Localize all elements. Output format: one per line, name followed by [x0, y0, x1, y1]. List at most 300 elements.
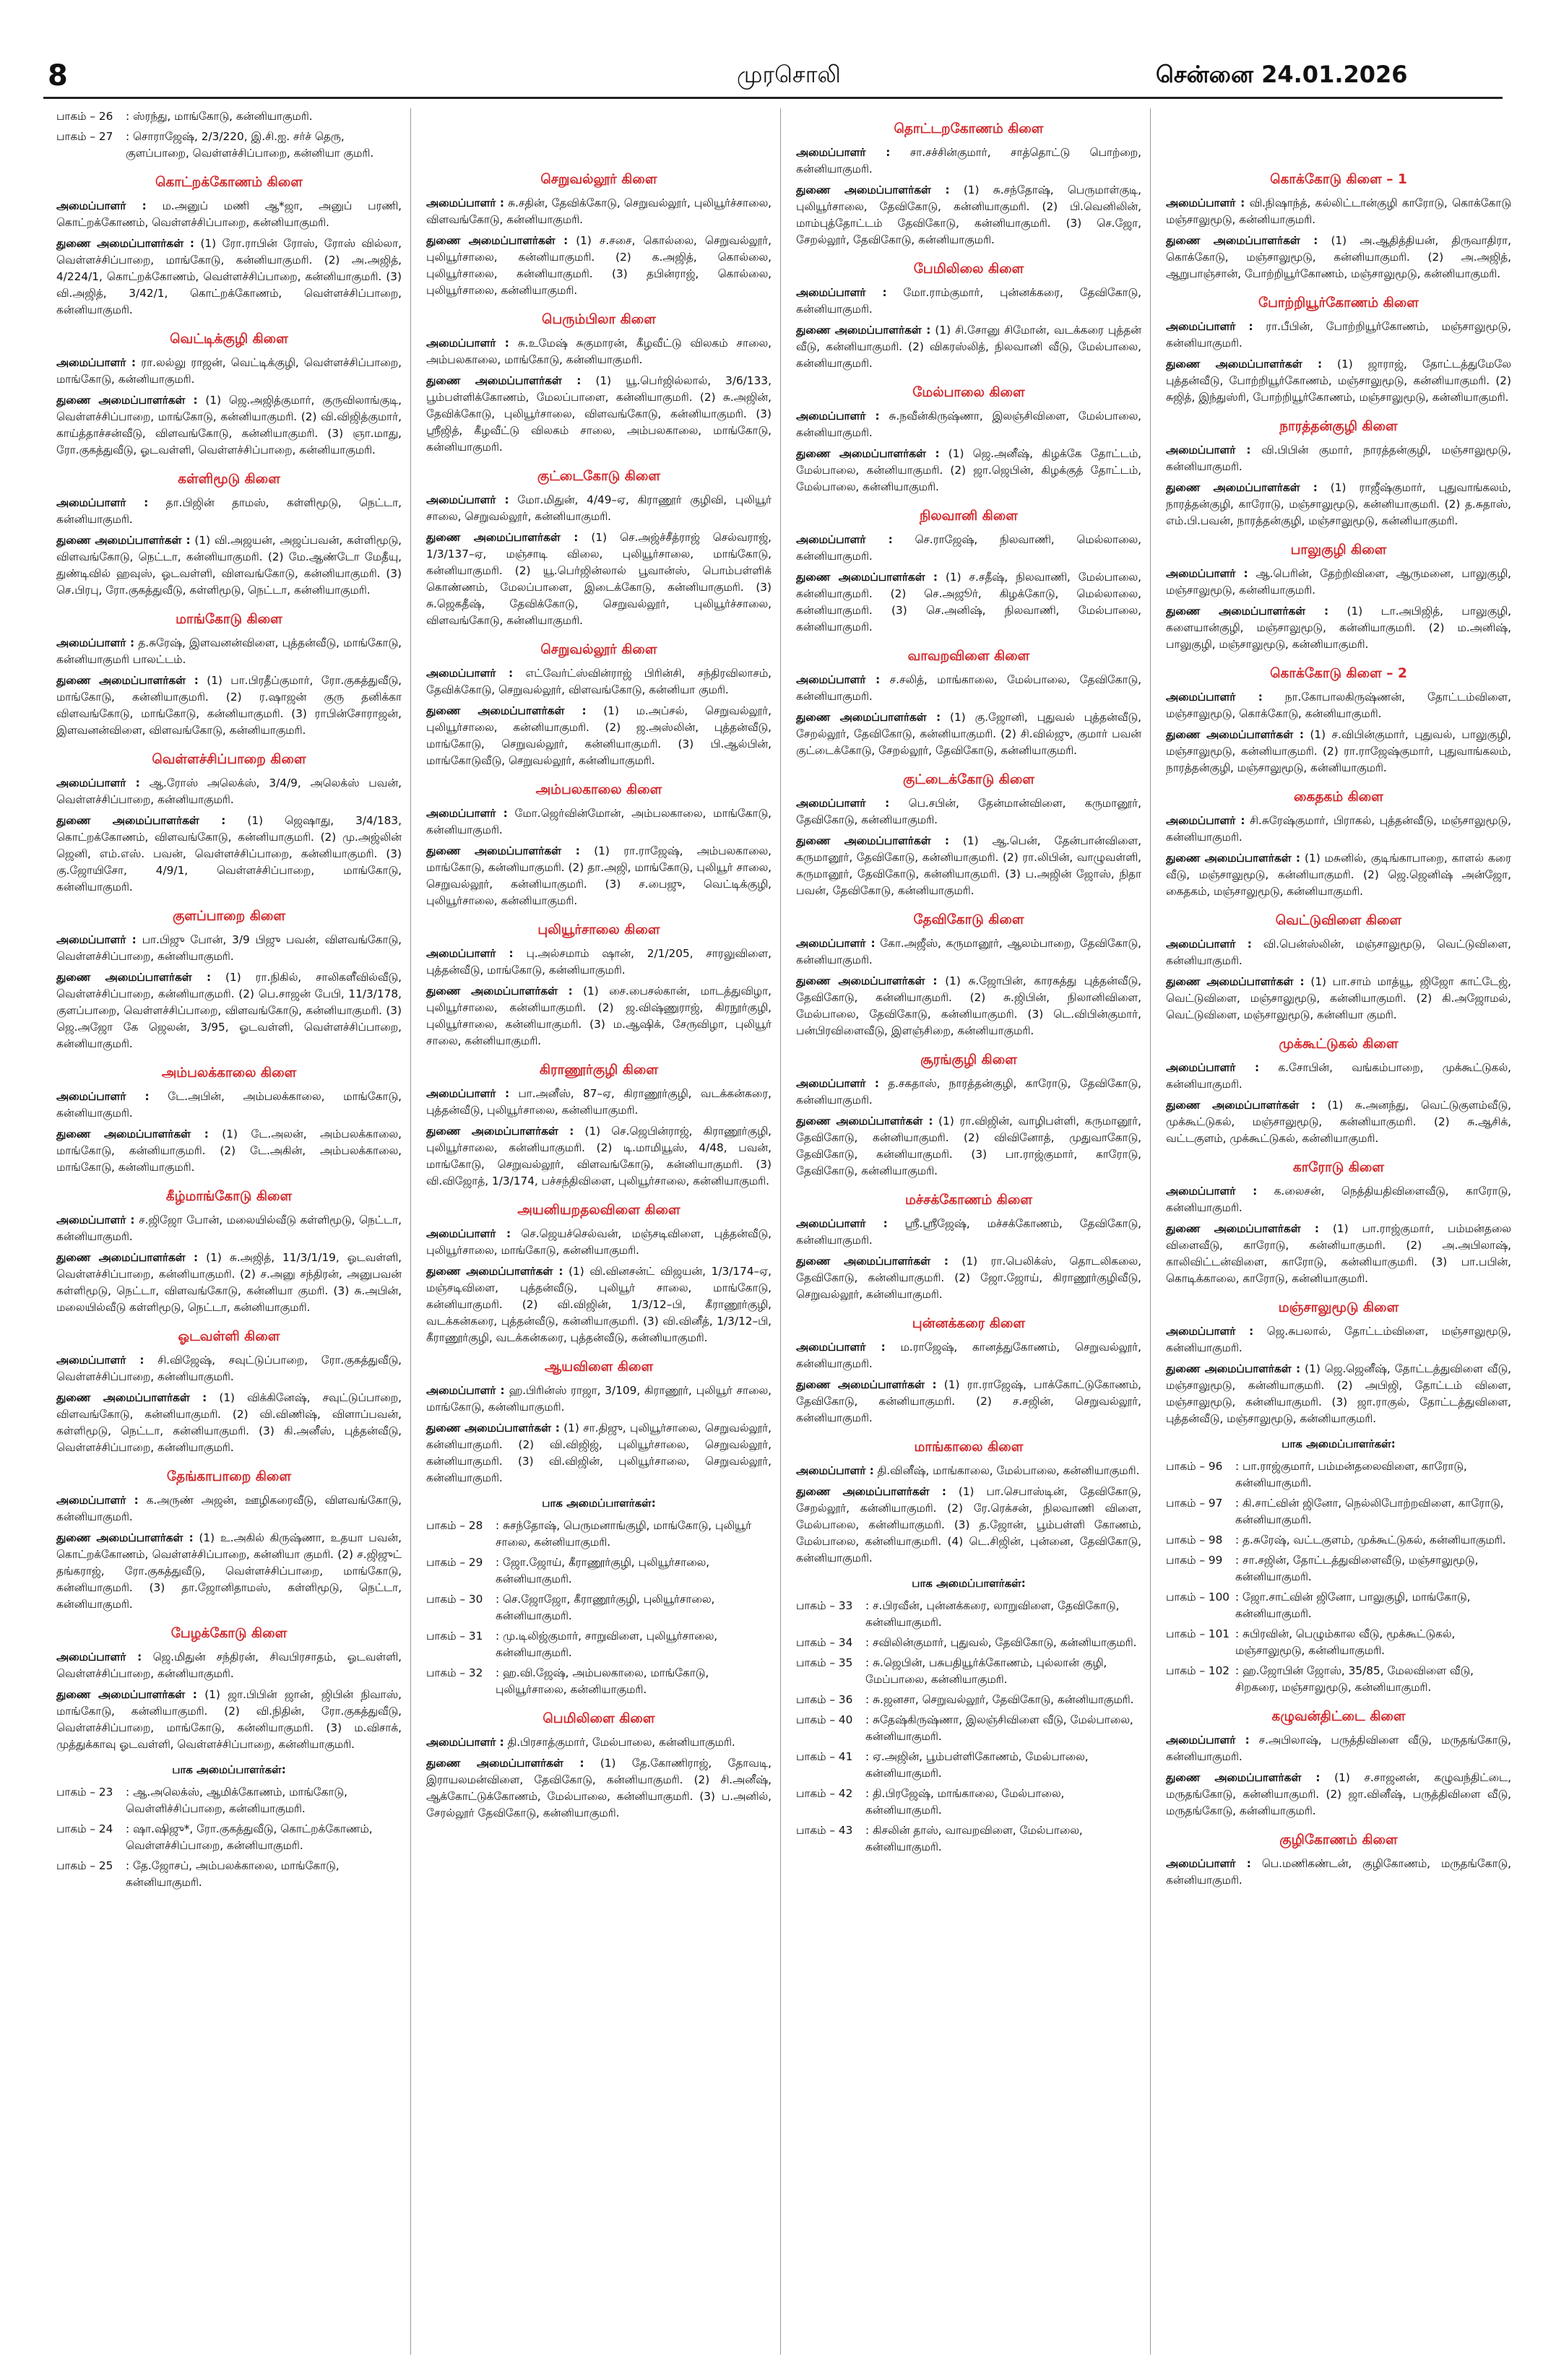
role-label: அமைப்பாளர் :	[56, 1650, 142, 1663]
member-entry	[56, 969, 402, 1052]
member-entry	[1166, 850, 1511, 900]
branch-section	[796, 1575, 1141, 1856]
member-entry	[796, 973, 1141, 1039]
booth-number: பாகம் – 30	[426, 1593, 483, 1606]
member-entry	[796, 1339, 1141, 1372]
booth-details: : ஸ்ரந்து, மாங்கோடு, கன்னியாகுமரி.	[126, 110, 313, 123]
member-entry	[1166, 356, 1511, 406]
booth-row	[796, 1712, 1141, 1745]
role-label: துணை அமைப்பாளர்கள் :	[56, 674, 199, 687]
subsection-title: பாக அமைப்பாளர்கள்:	[1281, 1437, 1396, 1450]
branch-title: பெரும்பிலா கிளை	[542, 312, 656, 327]
branch-title: செறுவல்லூர் கிளை	[540, 172, 657, 187]
role-label: துணை அமைப்பாளர்கள் :	[426, 1421, 560, 1435]
role-label: துணை அமைப்பாளர்கள் :	[1166, 728, 1305, 741]
branch-title: வெள்ளச்சிப்பாறை கிளை	[152, 752, 306, 767]
booth-number: பாகம் – 36	[796, 1693, 853, 1706]
member-details: ஆ.ரோஸ் அலெக்ஸ், 3/4/9, அலெக்ஸ் பவன், வெள்ளச்சிப்பாறை, கன்னியாகுமரி.	[56, 776, 402, 806]
member-details: (1) ஆ.பென், தேன்பான்விளை, கருமானூர், தேவிகோடு, கன்னியாகுமரி. (2) ரா.லிபின், வாழுவள்ளி, கருமானூர், தேவிகோடு, கன்னியாகுமரி. (3) ப.அஜின் ஜோஸ், நிதா பவன், தேவிகோடு, கன்னியாகுமரி.	[796, 834, 1141, 897]
subsection-title: பாக அமைப்பாளர்கள்:	[172, 1763, 286, 1776]
member-details: ஸ்ரீ.ஸ்ரீஜேஷ், மச்சக்கோணம், தேவிகோடு, கன்னியாகுமரி.	[796, 1217, 1141, 1247]
member-details: ம.அனுப் மணி ஆ*ஜா, அனுப் பரணி, கொட்றக்கோணம், வெள்ளச்சிப்பாறை, கன்னியாகுமரி.	[56, 199, 402, 229]
booth-number: பாகம் – 99	[1166, 1554, 1223, 1567]
column-spacer	[426, 108, 772, 159]
member-details: (1) சை.பைசல்கான், மாடத்துவிழா, புலியூர்சாலை, கன்னியாகுமரி. (2) ஜ.விஷ்ணுராஜ், கிரநூர்குழி, புலியூர்சாலை, கன்னியாகுமரி. (3) ம.ஆஷிக், சேருவிழா, புலியூர் சாலை, கன்னியாகுமரி.	[426, 985, 772, 1047]
branch-title: முக்கூட்டுகல் கிளை	[1279, 1037, 1399, 1052]
branch-section	[426, 641, 772, 769]
booth-details: : சா.சஜின், தோட்டத்துவிளைவீடு, மஞ்சாலுமூடு, கன்னியாகுமரி.	[1235, 1554, 1479, 1583]
member-details: (1) தே.கோணிராஜ், தோவடி, இராயலமன்விளை, தேவிகோடு, கன்னியாகுமரி. (2) சி.அனீஷ், ஆக்கோட்டுக்கோணம், மேல்பாலை, கன்னியாகுமரி. (3) ப.அனில், சேரல்லூர் தேவிகோடு, கன்னியாகுமரி.	[426, 1757, 772, 1819]
member-entry	[796, 1253, 1141, 1303]
member-entry	[796, 1216, 1141, 1249]
booth-number: பாகம் – 25	[56, 1859, 113, 1872]
member-entry	[796, 532, 1141, 565]
member-entry	[56, 1089, 402, 1122]
booth-row	[1166, 1626, 1511, 1659]
branch-section	[796, 1191, 1141, 1303]
booth-row	[426, 1628, 772, 1661]
booth-details: : கிசலின் தாஸ், வாவறவிளை, மேல்பாலை, கன்னியாகுமரி.	[865, 1824, 1083, 1853]
branch-section	[56, 1064, 402, 1176]
branch-title: புன்னக்கரை கிளை	[912, 1316, 1026, 1331]
role-label: அமைப்பாளர் :	[796, 937, 876, 950]
booth-row	[56, 1821, 402, 1854]
branch-section	[796, 1438, 1141, 1567]
branch-section	[796, 911, 1141, 1039]
member-details: (1) ஜெஷாது, 3/4/183, கொட்றக்கோணம், விளவங்கோடு, கன்னியாகுமரி. (2) மு.அஜ்லின் ஜெனி, எம்.எஸ். பவன், வெள்ளச்சிப்பாறை, கன்னியாகுமரி. (3) கு.ஜோயிசோ, 4/9/1, வெள்ளச்சிப்பாறை, மாங்கோடு, கன்னியாகுமரி.	[56, 814, 402, 893]
column-divider	[410, 108, 411, 2355]
role-label: அமைப்பாளர் :	[1166, 320, 1253, 333]
booth-details: : த.சுரேஷ், வட்டகுளம், முக்கூட்டுகல், கன்னியாகுமரி.	[1235, 1533, 1506, 1546]
member-details: (1) ச.சதீஷ், நிலவாணி, மேல்பாலை, கன்னியாகுமரி. (2) செ.அஜூர், கிழக்கோடு, மெல்லாலை, கன்னியாகுமரி. (3) செ.அனிஷ், நிலவாணி, மேல்பாலை, கன்னியாகுமரி.	[796, 571, 1141, 633]
member-entry	[1166, 195, 1511, 228]
member-entry	[56, 532, 402, 599]
role-label: துணை அமைப்பாளர்கள் :	[56, 971, 212, 984]
branch-section	[426, 1201, 772, 1346]
branch-section	[796, 771, 1141, 899]
branch-title: குளப்பாறை கிளை	[172, 909, 286, 924]
branch-section	[796, 507, 1141, 636]
branch-section	[426, 921, 772, 1050]
member-entry	[426, 373, 772, 456]
member-details: (1) யூ.பெர்ஜில்லால், 3/6/133, பூம்பள்ளிக்கோணம், மேலப்பாளை, கன்னியாகுமரி. (2) சு.அஜின், தேவிக்கோடு, புலியூர்சாலை, விளவங்கோடு, கன்னியாகுமரி. (3) ஸ்ரீஜித், கீழவீட்டு விலகம் சாலை, அம்பலகாலை, மாங்கோடு, கன்னியாகுமரி.	[426, 374, 772, 454]
member-details: (1) சு.சந்தோஷ், பெருமாள்குடி, புலியூர்சாலை, தேவிகோடு, கன்னியாகுமரி. (2) பி.வெனிலின், மாம்புத்தோட்டம் தேவிகோடு, கன்னியாகுமரி. (3) செ.ஜோ, சேறல்லூர், தேவிகோடு, கன்னியாகுமரி.	[796, 183, 1141, 246]
role-label: அமைப்பாளர் :	[796, 146, 891, 159]
booth-row	[56, 1784, 402, 1817]
member-details: தி.பிரசாத்குமார், மேல்பாலை, கன்னியாகுமரி.	[507, 1736, 735, 1749]
member-entry	[56, 1492, 402, 1526]
role-label: அமைப்பாளர் :	[796, 286, 887, 299]
booth-number: பாகம் – 26	[56, 110, 113, 123]
booth-number: பாகம் – 43	[796, 1824, 853, 1837]
role-label: துணை அமைப்பாளர்கள் :	[426, 844, 580, 857]
branch-title: பேழக்கோடு கிளை	[170, 1626, 288, 1641]
role-label: துணை அமைப்பாளர்கள் :	[56, 1251, 199, 1264]
role-label: துணை அமைப்பாளர்கள் :	[56, 534, 191, 547]
role-label: அமைப்பாளர் :	[1166, 1061, 1260, 1074]
branch-title: மேல்பாலை கிளை	[912, 385, 1025, 400]
booth-details: : சுசந்தோஷ், பெருமனாங்குழி, மாங்கோடு, புலியூர் சாலை, கன்னியாகுமரி.	[496, 1519, 752, 1549]
member-details: சு.உமேஷ் சுகுமாரன், கீழவீட்டு விலகம் சாலை, அம்பலகாலை, மாங்கோடு, கன்னியாகுமரி.	[426, 337, 772, 366]
booth-details: : சுதேஷ்கிருஷ்ணா, இலஞ்சிவிளை வீடு, மேல்பாலை, கன்னியாகுமரி.	[865, 1713, 1133, 1743]
booth-details: : ஹ.வி.ஜேஷ், அம்பலகாலை, மாங்கோடு, புலியூர்சாலை, கன்னியாகுமரி.	[496, 1666, 709, 1696]
member-entry	[796, 672, 1141, 705]
role-label: துணை அமைப்பாளர்கள் :	[426, 1265, 563, 1278]
booth-details: : சொராஜேஷ், 2/3/220, இ.சி.ஐ. சர்ச் தெரு, குளப்பாறை, வெள்ளச்சிப்பாறை, கன்னியா குமரி.	[126, 130, 374, 160]
role-label: அமைப்பாளர் :	[426, 1087, 510, 1100]
role-label: அமைப்பாளர் :	[1166, 938, 1252, 951]
member-details: ம.ராஜேஷ், கானத்துகோணம், செறுவல்லூர், கன்னியாகுமரி.	[796, 1341, 1141, 1370]
member-entry	[1166, 1856, 1511, 1889]
booth-row	[796, 1692, 1141, 1708]
booth-row	[426, 1554, 772, 1588]
member-details: (1) வி.வினசன்ட் விஜயன், 1/3/174–ஏ, மஞ்சடிவிளை, புத்தன்வீடு, புலியூர் சாலை, மாங்கோடு, கன்னியாகுமரி. (2) வி.விஜின், 1/3/12–பி, கீராணூர்குழி, வடக்கன்கரை, புத்தன்வீடு, கன்னியாகுமரி. (3) வி.வினீத், 1/3/12–பி, கீராணூர்குழி, வடக்கன்கரை, புத்தன்வீடு, கன்னியாகுமரி.	[426, 1265, 772, 1344]
branch-title: தேவிகோடு கிளை	[913, 912, 1024, 927]
branch-title: மச்சக்கோணம் கிளை	[904, 1193, 1033, 1208]
member-details: (1) ஜெ.அனீஷ், கிழக்கே தோட்டம், மேல்பாலை, கன்னியாகுமரி. (2) ஜா.ஜெபின், கிழக்குத் தோட்டம், மேல்பாலை, கன்னியாகுமரி.	[796, 447, 1141, 493]
booth-row	[796, 1635, 1141, 1651]
role-label: அமைப்பாளர் :	[56, 1213, 135, 1226]
member-details: டே.அபின், அம்பலக்காலை, மாங்கோடு, கன்னியாகுமரி.	[56, 1090, 402, 1120]
booth-number: பாகம் – 34	[796, 1636, 853, 1649]
branch-title: வெட்டுவிளை கிளை	[1275, 913, 1402, 928]
member-details: (1) ச.விபின்குமார், புதுவல், பாலுகுழி, மஞ்சாலுமூடு, கன்னியாகுமரி. (2) ரா.ராஜேஷ்குமார், புதுவாங்கலம், நாரத்தன்குழி, மஞ்சாலுமூடு, கன்னியாகுமரி.	[1166, 728, 1511, 774]
branch-section	[1166, 1159, 1511, 1287]
role-label: அமைப்பாளர் :	[1166, 691, 1263, 704]
branch-title: மாங்காலை கிளை	[914, 1440, 1024, 1455]
booth-number: பாகம் – 40	[796, 1713, 853, 1726]
role-label: அமைப்பாளர் :	[796, 533, 893, 546]
member-details: (1) வி.அஜயன், அஜப்பவன், கள்ளிமூடு, விளவங்கோடு, நெட்டா, கன்னியாகுமரி. (2) மே.ஆண்டோ மேதீயு, துண்டிவில் ஹவுஸ், ஓடவள்ளி, விளவங்கோடு, கன்னியாகுமரி. (3) செ.பிரபு, ரோ.குகத்துவீடு, கள்ளிமூடு, நெட்டா, கன்னியாகுமரி.	[56, 534, 402, 597]
member-entry	[1166, 1221, 1511, 1287]
member-entry	[1166, 727, 1511, 776]
member-entry	[426, 843, 772, 909]
branch-section	[426, 311, 772, 456]
member-details: (1) ஜாராஜ், தோட்டத்துமேலே புத்தன்வீடு, போற்றியூர்கோணம், மஞ்சாலுமூடு, கன்னியாகுமரி. (2) சுஜித், இந்துஸ்ரி, போற்றியூர்கோணம், மஞ்சாலுமூடு, கன்னியாகுமரி.	[1166, 358, 1511, 404]
member-details: ச.சலித், மாங்காலை, மேல்பாலை, தேவிகோடு, கன்னியாகுமரி.	[796, 673, 1141, 703]
member-details: தா.பிஜின் தாமஸ், கள்ளிமூடு, நெட்டா, கன்னியாகுமரி.	[56, 496, 402, 526]
member-entry	[796, 709, 1141, 759]
role-label: துணை அமைப்பாளர்கள் :	[426, 374, 582, 387]
member-details: ஹ.பிரின்ஸ் ராஜா, 3/109, கிராணூர், புலியூர் சாலை, மாங்கோடு, கன்னியாகுமரி.	[426, 1384, 772, 1414]
branch-title: நாரத்தன்குழி கிளை	[1279, 419, 1398, 434]
role-label: துணை அமைப்பாளர்கள் :	[796, 571, 938, 584]
role-label: துணை அமைப்பாளர்கள் :	[56, 814, 226, 827]
booth-row	[426, 1665, 772, 1698]
member-entry	[56, 235, 402, 319]
booth-row	[1166, 1589, 1511, 1622]
member-details: ரா.லல்லு ராஜன், வெட்டிக்குழி, வெள்ளச்சிப்பாறை, மாங்கோடு, கன்னியாகுமரி.	[56, 356, 402, 386]
member-entry	[56, 775, 402, 808]
member-details: த.சுரேஷ், இளவனன்விளை, புத்தன்வீடு, மாங்கோடு, கன்னியாகுமரி பாலட்டம்.	[56, 636, 402, 666]
member-entry	[1166, 603, 1511, 653]
member-entry	[1166, 1361, 1511, 1427]
booth-number: பாகம் – 42	[796, 1787, 853, 1800]
member-entry	[1166, 689, 1511, 722]
member-details: (1) செ.ஜெபின்ராஜ், கிராணூர்குழி, புலியூர்சாலை, கன்னியாகுமரி. (2) டி.மாமியூஸ், 4/48, பவன், மாங்கோடு, செறுவல்லூர், விளவங்கோடு, கன்னியாகுமரி. (3) வி.விஜோத், 1/3/174, பச்சந்திவிளை, புலியூர்சாலை, கன்னியாகுமரி.	[426, 1125, 772, 1187]
member-details: பெ.சபின், தேன்மான்விளை, கருமானூர், தேவிகோடு, கன்னியாகுமரி.	[796, 797, 1141, 826]
branch-title: வெட்டிக்குழி கிளை	[170, 332, 288, 347]
member-details: (1) கு.ஜோனி, புதுவல் புத்தன்வீடு, சேறல்லூர், தேவிகோடு, கன்னியாகுமரி. (2) சி.வில்ஜு, குமார் பவன் குட்டைக்கோடு, சேறல்லூர், தேவிகோடு, கன்னியாகுமரி.	[796, 711, 1141, 757]
member-details: (1) ஜெ.ஜெனீஷ், தோட்டத்துவிளை வீடு, மஞ்சாலுமூடு, கன்னியாகுமரி. (2) அபிஜி, தோட்டம் விளை, மஞ்சாலுமூடு, கன்னியாகுமரி. (3) ஜா.ராகுல், தோட்டத்துவிளை, புத்தன்வீடு, மஞ்சாலுமூடு, கன்னியாகுமரி.	[1166, 1362, 1511, 1425]
role-label: அமைப்பாளர் :	[426, 1227, 511, 1240]
member-entry	[426, 703, 772, 769]
member-details: பா.அனீஸ், 87–ஏ, கிராணூர்குழி, வடக்கன்கரை, புத்தன்வீடு, புலியூர்சாலை, கன்னியாகுமரி.	[426, 1087, 772, 1117]
booth-row	[1166, 1663, 1511, 1696]
booth-details: : செ.ஜோஜோ, கீராணூர்குழி, புலியூர்சாலை, கன்னியாகுமரி.	[496, 1593, 715, 1622]
role-label: துணை அமைப்பாளர்கள் :	[796, 974, 938, 987]
member-details: (1) ம.அப்சல், செறுவல்லூர், புலியூர்சாலை, கன்னியாகுமரி. (2) ஜ.அஸ்லின், புத்தன்வீடு, மாங்கோடு, செறுவல்லூர், கன்னியாகுமரி. (3) பி.ஆல்பின், மாங்கோடுவீடு, செறுவல்லூர், கன்னியாகுமரி.	[426, 704, 772, 767]
role-label: அமைப்பாளர் :	[796, 1077, 879, 1090]
branch-section	[796, 260, 1141, 372]
role-label: அமைப்பாளர் :	[1166, 1185, 1258, 1198]
booth-row	[426, 1591, 772, 1624]
branch-section	[1166, 1436, 1511, 1696]
booth-row	[1166, 1495, 1511, 1528]
member-entry	[56, 1352, 402, 1385]
role-label: அமைப்பாளர் :	[426, 1384, 505, 1397]
role-label: துணை அமைப்பாளர்கள் :	[796, 1115, 933, 1128]
branch-title: புலியூர்சாலை கிளை	[537, 922, 660, 938]
booth-number: பாகம் – 27	[56, 130, 113, 143]
member-entry	[56, 1250, 402, 1316]
member-details: (1) சு.அனந்து, வெட்டுகுளம்வீடு, முக்கூட்டுகல், மஞ்சாலுமூடு, கன்னியாகுமரி. (2) சு.ஆசிக், வட்டகுளம், முக்கூட்டுகல், கன்னியாகுமரி.	[1166, 1099, 1511, 1145]
branch-section	[796, 120, 1141, 248]
member-entry	[56, 355, 402, 388]
role-label: துணை அமைப்பாளர்கள் :	[1166, 481, 1318, 494]
member-entry	[1166, 1183, 1511, 1216]
member-details: (1) அ.ஆதித்தியன், திருவாதிரா, கொக்கோடு, மஞ்சாலுமூடு, கன்னியாகுமரி. (2) அ.அஜித், ஆறுபாஞ்சான், போற்றியூர்கோணம், மஞ்சாலுமூடு, கன்னியாகுமரி.	[1166, 234, 1511, 280]
booth-details: : சு.ஜெபின், பசுபதியூர்க்கோணம், புல்லான் குழி, மேப்பாலை, கன்னியாகுமரி.	[865, 1656, 1107, 1686]
role-label: அமைப்பாளர் :	[1166, 567, 1248, 580]
branch-title: தொட்டறகோணம் கிளை	[894, 121, 1044, 137]
member-details: (1) ரோ.ராபின் ரோஸ், ரோஸ் வில்லா, வெள்ளச்சிப்பாறை, மாங்கோடு, கன்னியாகுமரி. (2) அ.அஜித், 4/224/1, கொட்றக்கோணம், வெள்ளச்சிப்பாறை, கன்னியாகுமரி. (3) வி.அஜித், 3/42/1, கொட்றக்கோணம், வெள்ளச்சிப்பாறை, கன்னியாகுமரி.	[56, 237, 402, 316]
branch-section	[56, 1624, 402, 1753]
role-label: துணை அமைப்பாளர்கள் :	[1166, 605, 1329, 618]
branch-section	[56, 470, 402, 599]
member-details: ரா.பீபின், போற்றியூர்கோணம், மஞ்சாலுமூடு, கன்னியாகுமரி.	[1166, 320, 1511, 350]
branch-title: ஓடவள்ளி கிளை	[178, 1329, 280, 1344]
branch-title: ஆயவிளை கிளை	[544, 1359, 654, 1375]
member-details: (1) பா.சாம் மாத்யூ, ஜிஜோ காட்டேஜ், வெட்டுவிளை, மஞ்சாலுமூடு, கன்னியாகுமரி. (2) கி.அஜோமல், வெட்டுவிளை, மஞ்சாலுமூடு, கன்னியா குமரி.	[1166, 975, 1511, 1021]
branch-title: குழிகோணம் கிளை	[1279, 1832, 1398, 1848]
branch-title: கொட்றக்கோணம் கிளை	[155, 175, 303, 190]
role-label: துணை அமைப்பாளர்கள் :	[426, 1757, 584, 1770]
booth-row	[796, 1822, 1141, 1856]
role-label: அமைப்பாளர் :	[796, 797, 890, 810]
member-entry	[1166, 1060, 1511, 1093]
booth-number: பாகம் – 96	[1166, 1460, 1223, 1473]
role-label: அமைப்பாளர் :	[426, 493, 509, 506]
role-label: துணை அமைப்பாளர்கள் :	[1166, 975, 1305, 988]
column-4	[1166, 108, 1511, 2355]
role-label: துணை அமைப்பாளர்கள் :	[796, 1485, 946, 1498]
booth-row	[796, 1749, 1141, 1782]
member-entry	[1166, 936, 1511, 969]
booth-details: : ஆ.அலெக்ஸ், ஆமிக்கோணம், மாங்கோடு, வெள்ளிச்சிப்பாறை, கன்னியாகுமரி.	[126, 1786, 347, 1815]
member-entry	[426, 529, 772, 629]
booth-details: : கி.சாட்வின் ஜினோ, நெல்லிபோற்றவிளை, காரோடு, கன்னியாகுமரி.	[1235, 1497, 1504, 1526]
role-label: துணை அமைப்பாளர்கள் :	[1166, 358, 1323, 371]
booth-details: : சவிலின்குமார், புதுவல், தேவிகோடு, கன்னியாகுமரி.	[865, 1636, 1137, 1649]
role-label: அமைப்பாளர் :	[426, 667, 514, 680]
booth-details: : ஜோ.சாட்வின் ஜினோ, பாலுகுழி, மாங்கோடு, கன்னியாகுமரி.	[1235, 1591, 1471, 1620]
branch-title: குட்டைக்கோடு கிளை	[902, 772, 1035, 787]
branch-title: கழுவன்திட்டை கிளை	[1271, 1709, 1406, 1724]
booth-number: பாகம் – 102	[1166, 1664, 1230, 1677]
member-details: க.லைசன், நெத்தியதிவிளைவீடு, காரோடு, கன்னியாகுமரி.	[1166, 1185, 1511, 1214]
member-details: (1) சா.திஜு, புலியூர்சாலை, செறுவல்லூர், கன்னியாகுமரி. (2) வி.விஜிஜ், புலியூர்சாலை, செறுவல்லூர், கன்னியாகுமரி. (3) வி.விஜின், புலியூர்சாலை, செறுவல்லூர், கன்னியாகுமரி.	[426, 1421, 772, 1484]
role-label: துணை அமைப்பாளர்கள் :	[426, 704, 587, 717]
booth-number: பாகம் – 24	[56, 1822, 113, 1835]
role-label: அமைப்பாளர் :	[1166, 1857, 1251, 1870]
booth-row	[796, 1598, 1141, 1631]
booth-details: : ஏ.அஜின், பூம்பள்ளிகோணம், மேல்பாலை, கன்னியாகுமரி.	[865, 1750, 1089, 1780]
booth-number: பாகம் – 29	[426, 1556, 483, 1569]
dateline: சென்னை 24.01.2026	[1156, 61, 1408, 88]
branch-section	[1166, 417, 1511, 529]
branch-title: காரோடு கிளை	[1292, 1160, 1385, 1175]
branch-title: அயனியறதலவிளை கிளை	[517, 1203, 680, 1218]
branch-section	[1166, 1299, 1511, 1427]
member-details: (1) விக்கினேஷ், சவுட்டுப்பாறை, விளவங்கோடு, கன்னியாகுமரி. (2) வி.விணிஷ், விளாப்பவன், கள்ளிமூடு, நெட்டா, கன்னியாகுமரி. (3) கி.அனீஸ், புத்தன்வீடு, வெள்ளச்சிப்பாறை, கன்னியாகுமரி.	[56, 1391, 402, 1454]
member-entry	[426, 233, 772, 299]
branch-title: தேங்காபாறை கிளை	[166, 1469, 292, 1484]
member-details: (1) பா.பிரதீப்குமார், ரோ.குகத்துவீடு, மாங்கோடு, கன்னியாகுமரி. (2) ர.ஷாஜன் குரு தனிக்கா விளவங்கோடு, மாங்கோடு, கன்னியாகுமரி. (3) ராபின்சோராஜன், இளவனன்விளை, விளவங்கோடு, கன்னியாகுமரி.	[56, 674, 402, 737]
booth-number: பாகம் – 101	[1166, 1627, 1230, 1640]
member-details: வி.பென்ஸ்லின், மஞ்சாலுமூடு, வெட்டுவிளை, கன்னியாகுமரி.	[1166, 938, 1511, 967]
branch-section	[426, 1710, 772, 1822]
member-details: சி.விஜேஷ், சவுட்டுப்பாறை, ரோ.குகத்துவீடு, வெள்ளச்சிப்பாறை, கன்னியாகுமரி.	[56, 1354, 402, 1383]
branch-title: சூரங்குழி கிளை	[920, 1052, 1017, 1068]
branch-section	[426, 1495, 772, 1698]
member-entry	[56, 672, 402, 739]
member-entry	[426, 983, 772, 1050]
role-label: துணை அமைப்பாளர்கள் :	[426, 985, 573, 998]
booth-details: : பா.ராஜ்குமார், பம்மன்தலைவிளை, காரோடு, கன்னியாகுமரி.	[1235, 1460, 1467, 1489]
member-entry	[796, 569, 1141, 636]
member-entry	[1166, 442, 1511, 475]
member-details: நா.கோபாலகிருஷ்ணன், தோட்டம்விளை, மஞ்சாலுமூடு, கொக்கோடு, கன்னியாகுமரி.	[1166, 691, 1511, 720]
booth-number: பாகம் – 41	[796, 1750, 853, 1763]
role-label: அமைப்பாளர் :	[1166, 1734, 1250, 1747]
branch-section	[426, 781, 772, 909]
role-label: துணை அமைப்பாளர்கள் :	[796, 1255, 948, 1268]
member-details: சு.சதின், தேவிக்கோடு, செறுவல்லூர், புலியூர்ச்சாலை, விளவங்கோடு, கன்னியாகுமரி.	[426, 196, 772, 226]
column-1	[56, 108, 402, 2355]
member-entry	[426, 335, 772, 368]
branch-section	[1166, 1708, 1511, 1819]
member-entry	[1166, 319, 1511, 352]
member-details: சு.நவீன்கிருஷ்ணா, இலஞ்சிவிளை, மேல்பாலை, கன்னியாகுமரி.	[796, 410, 1141, 439]
branch-section	[1166, 665, 1511, 776]
member-entry	[796, 182, 1141, 248]
role-label: துணை அமைப்பாளர்கள் :	[56, 237, 195, 250]
booth-number: பாகம் – 98	[1166, 1533, 1223, 1546]
member-details: (1) மசுனில், குடிங்காபாறை, காளல் கரை வீடு, மஞ்சாலுமூடு, கன்னியாகுமரி. (2) ஜெ.ஜெனிஷ் அன்ஜோ, கைதகம், மஞ்சாலுமூடு, கன்னியாகுமரி.	[1166, 852, 1511, 898]
role-label: அமைப்பாளர் :	[56, 933, 137, 946]
booth-row	[1166, 1552, 1511, 1585]
member-entry	[426, 1226, 772, 1259]
role-label: அமைப்பாளர் :	[56, 636, 135, 649]
booth-details: : ஷா.ஷிஜு*, ரோ.குகத்துவீடு, கொட்றக்கோணம், வெள்ளச்சிப்பாறை, கன்னியாகுமரி.	[126, 1822, 373, 1852]
role-label: துணை அமைப்பாளர்கள் :	[796, 711, 941, 724]
member-details: (1) சு.ஜோபின், காரகத்து புத்தன்வீடு, தேவிகோடு, கன்னியாகுமரி. (2) சு.ஜிபின், நிலானிவிளை, மேல்பாலை, தேவிகோடு, கன்னியாகுமரி. (3) டெ.விபின்குமார், பன்பிரவிளைவீடு, இளஞ்சிறை, கன்னியாகுமரி.	[796, 974, 1141, 1037]
member-details: ச.அபிலாஷ், பருத்திவிளை வீடு, மருதங்கோடு, கன்னியாகுமரி.	[1166, 1734, 1511, 1763]
branch-section	[426, 1358, 772, 1487]
member-entry	[796, 1377, 1141, 1427]
member-entry	[796, 935, 1141, 969]
member-details: த.சகதாஸ், நாரத்தன்குழி, காரோடு, தேவிகோடு, கன்னியாகுமரி.	[796, 1077, 1141, 1107]
booth-row	[1166, 1458, 1511, 1492]
role-label: அமைப்பாளர் :	[1166, 443, 1251, 456]
member-details: பெ.மணிகண்டன், குழிகோணம், மருதங்கோடு, கன்னியாகுமரி.	[1166, 1857, 1511, 1887]
role-label: துணை அமைப்பாளர்கள் :	[796, 834, 949, 847]
member-details: (1) சு.அஜித், 11/3/1/19, ஓடவள்ளி, வெள்ளச்சிப்பாறை, கன்னியாகுமரி. (2) ச.அனு சந்திரன், அனுபவன் கள்ளிமூடு, நெட்டா, விளவங்கோடு, கன்னியா குமரி. (3) சு.அபின், மலையில்வீடு கள்ளிமூடு, நெட்டா, கன்னியாகுமரி.	[56, 1251, 402, 1314]
member-entry	[56, 1212, 402, 1245]
member-entry	[56, 1530, 402, 1613]
member-entry	[56, 1649, 402, 1682]
member-entry	[426, 945, 772, 979]
column-spacer	[1166, 108, 1511, 159]
role-label: துணை அமைப்பாளர்கள் :	[796, 447, 940, 460]
branch-title: செறுவல்லூர் கிளை	[540, 642, 657, 657]
member-details: (1) செ.அஜ்ச்சீத்ராஜ் செல்வராஜ், 1/3/137–ஏ, மஞ்சாடி விலை, புலியூர்சாலை, மாங்கோடு, கன்னியாகுமரி. (2) யூ.பெர்ஜின்லால் பூவான்ஸ், பொம்பள்ளிக் கொண்ணம், மேலப்பாளை, இடைக்கோடு, கன்னியாகுமரி. (3) சு.ஜெகதீஷ், தேவிக்கோடு, செறுவல்லூர், புலியூர்ச்சாலை, விளவங்கோடு, கன்னியாகுமரி.	[426, 531, 772, 627]
newspaper-name: முரசொலி	[737, 61, 841, 88]
role-label: துணை அமைப்பாளர்கள் :	[1166, 234, 1318, 247]
page-number: 8	[48, 59, 68, 92]
booth-details: : ஜோ.ஜோய், கீராணூர்குழி, புலியூர்சாலை, கன்னியாகுமரி.	[496, 1556, 710, 1585]
branch-section	[426, 1061, 772, 1190]
member-details: (1) ரா.நிகில், சாலிகளீவில்வீடு, வெள்ளச்சிப்பாறை, கன்னியாகுமரி. (2) பெ.சாஜன் பேபி, 11/3/178, குளப்பாறை, வெள்ளச்சிப்பாறை, விளவங்கோடு, கன்னியாகுமரி. (3) ஜெ.அஜோ கே ஜெலன், 3/95, ஓடவள்ளி, வெள்ளச்சிப்பாறை, கன்னியாகுமரி.	[56, 971, 402, 1050]
branch-title: குட்டைகோடு கிளை	[537, 469, 661, 484]
role-label: துணை அமைப்பாளர்கள் :	[796, 324, 931, 337]
role-label: துணை அமைப்பாளர்கள் :	[1166, 1771, 1321, 1784]
member-entry	[796, 1113, 1141, 1180]
member-details: கோ.அஜீஸ், கருமானூர், ஆலம்பாறை, தேவிகோடு, கன்னியாகுமரி.	[796, 937, 1141, 966]
member-entry	[426, 1086, 772, 1119]
member-details: செ.ஜெயச்செல்வன், மஞ்சடிவிளை, புத்தன்வீடு, புலியூர்சாலை, மாங்கோடு, கன்னியாகுமரி.	[426, 1227, 772, 1257]
member-details: வி.பிபின் குமார், நாரத்தன்குழி, மஞ்சாலுமூடு, கன்னியாகுமரி.	[1166, 443, 1511, 473]
booth-details: : சுபிரவின், பெழும்கால வீடு, மூக்கூட்டுகல், மஞ்சாலுமூடு, கன்னியாகுமரி.	[1235, 1627, 1456, 1657]
member-entry	[796, 1484, 1141, 1567]
member-details: (1) டே.அலன், அம்பலக்காலை, மாங்கோடு, கன்னியாகுமரி. (2) டே.அகின், அம்பலக்காலை, மாங்கோடு, கன்னியாகுமரி.	[56, 1128, 402, 1174]
column-divider	[780, 108, 781, 2355]
role-label: அமைப்பாளர் :	[796, 1217, 888, 1230]
branch-title: நிலவானி கிளை	[920, 509, 1018, 524]
branch-title: போற்றியூர்கோணம் கிளை	[1258, 295, 1419, 311]
booth-details: : தி.பிரஜேஷ், மாங்காலை, மேல்பாலை, கன்னியாகுமரி.	[865, 1787, 1065, 1817]
member-entry	[796, 446, 1141, 496]
branch-section	[56, 1468, 402, 1613]
branch-title: வாவறவிளை கிளை	[907, 649, 1030, 664]
member-details: தி.வினீஷ், மாங்காலை, மேல்பாலை, கன்னியாகுமரி.	[877, 1464, 1140, 1477]
member-entry	[56, 1390, 402, 1456]
branch-section	[56, 173, 402, 319]
booth-row	[796, 1786, 1141, 1819]
branch-section	[1166, 912, 1511, 1024]
branch-section	[1166, 294, 1511, 406]
member-details: (1) ரா.ராஜேஷ், பாக்கோட்டுகோணம், தேவிகோடு, கன்னியாகுமரி. (2) ச.சஜின், செறுவல்லூர், கன்னியாகுமரி.	[796, 1378, 1141, 1424]
booth-number: பாகம் – 32	[426, 1666, 483, 1679]
branch-section	[426, 467, 772, 629]
booth-number: பாகம் – 23	[56, 1786, 113, 1799]
role-label: துணை அமைப்பாளர்கள் :	[426, 234, 569, 247]
member-entry	[796, 408, 1141, 441]
member-entry	[796, 833, 1141, 899]
branch-title: கைதகம் கிளை	[1294, 789, 1383, 805]
role-label: அமைப்பாளர் :	[56, 776, 140, 789]
